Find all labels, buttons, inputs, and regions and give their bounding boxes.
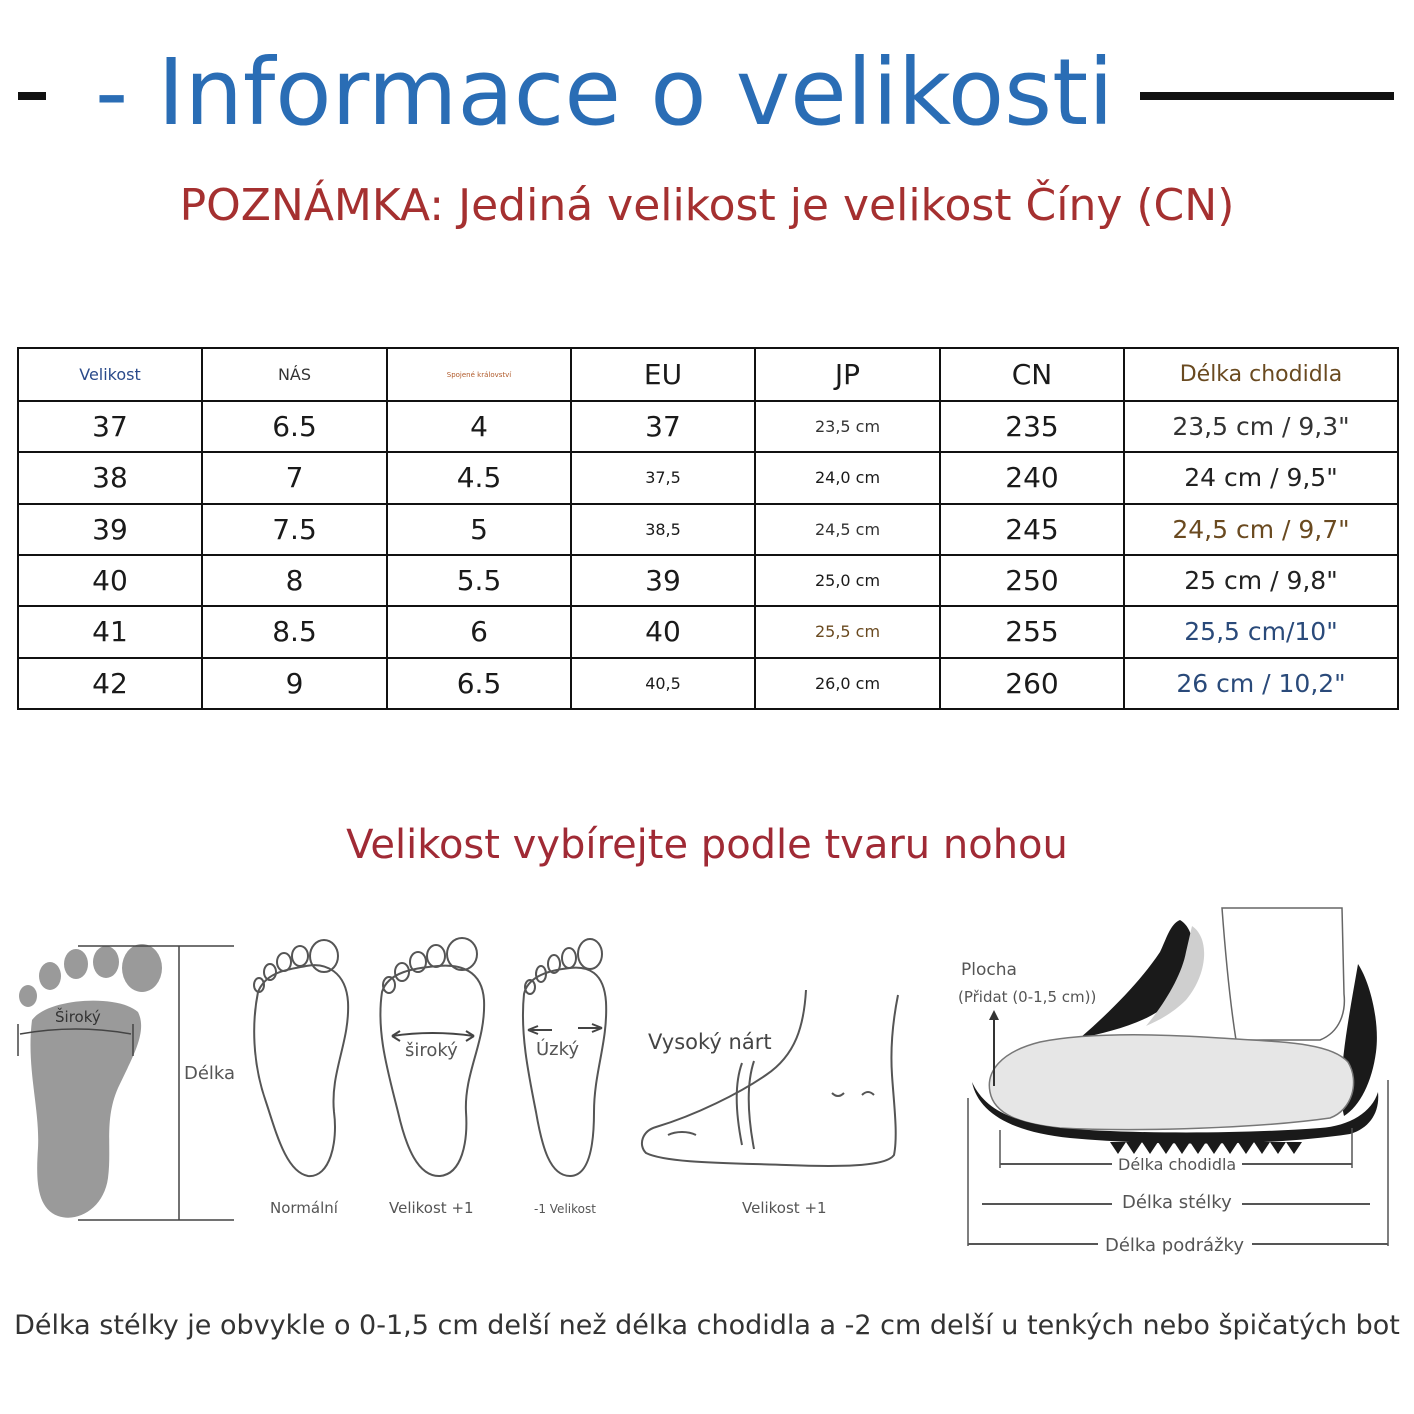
- cell-eu: 37,5: [571, 452, 755, 503]
- table-row: [18, 606, 1398, 657]
- cell-uk: 6: [387, 606, 571, 657]
- normal-foot-icon: [246, 932, 356, 1187]
- cell-foot-length: 25 cm / 9,8": [1124, 555, 1398, 606]
- cell-us: 6.5: [202, 401, 387, 452]
- table-row: [18, 658, 1398, 709]
- cell-jp: 23,5 cm: [755, 401, 940, 452]
- cell-size: 39: [18, 504, 202, 555]
- size-note: POZNÁMKA: Jediná velikost je velikost Číny (CN): [179, 180, 1235, 231]
- cell-foot-length: 23,5 cm / 9,3": [1124, 401, 1398, 452]
- label-foot-length: Délka chodidla: [1118, 1155, 1237, 1174]
- foot-shape-title: Velikost vybírejte podle tvaru nohou: [346, 822, 1068, 868]
- cell-foot-length: 24 cm / 9,5": [1124, 452, 1398, 503]
- insole-note: Délka stélky je obvykle o 0-1,5 cm delší než délka chodidla a -2 cm delší u tenkých nebo špičatých bot: [14, 1310, 1400, 1341]
- table-row: [18, 504, 1398, 555]
- table-row: [18, 401, 1398, 452]
- col-header-foot-length: Délka chodidla: [1124, 348, 1398, 401]
- cell-foot-length: 26 cm / 10,2": [1124, 658, 1398, 709]
- label-high-instep: Vysoký nárt: [648, 1030, 772, 1054]
- col-header-eu: EU: [571, 348, 755, 401]
- cell-us: 7.5: [202, 504, 387, 555]
- title-rule-right: [1140, 92, 1394, 100]
- label-insole-length: Délka stélky: [1122, 1192, 1232, 1213]
- table-row: [18, 452, 1398, 503]
- label-flat: Plocha: [961, 960, 1017, 980]
- title-dash-left: [18, 92, 46, 100]
- cell-cn: 235: [940, 401, 1124, 452]
- cell-foot-length: 25,5 cm/10": [1124, 606, 1398, 657]
- cell-cn: 250: [940, 555, 1124, 606]
- high-instep-foot-icon: [636, 985, 906, 1190]
- col-header-size: Velikost: [18, 348, 202, 401]
- cell-size: 42: [18, 658, 202, 709]
- col-header-uk: Spojené království: [387, 348, 571, 401]
- cell-size: 41: [18, 606, 202, 657]
- cell-eu: 39: [571, 555, 755, 606]
- col-header-cn: CN: [940, 348, 1124, 401]
- size-table: [17, 347, 1399, 710]
- label-size-minus: -1 Velikost: [534, 1202, 596, 1216]
- label-outsole-length: Délka podrážky: [1105, 1235, 1244, 1256]
- cell-jp: 24,5 cm: [755, 504, 940, 555]
- cell-foot-length: 24,5 cm / 9,7": [1124, 504, 1398, 555]
- cell-size: 38: [18, 452, 202, 503]
- cell-size: 40: [18, 555, 202, 606]
- table-header-row: [18, 348, 1398, 401]
- cell-size: 37: [18, 401, 202, 452]
- label-normal: Normální: [270, 1199, 338, 1217]
- cell-eu: 40: [571, 606, 755, 657]
- cell-cn: 255: [940, 606, 1124, 657]
- cell-us: 8: [202, 555, 387, 606]
- page-title: - Informace o velikosti: [95, 39, 1114, 146]
- cell-jp: 25,5 cm: [755, 606, 940, 657]
- label-add: (Přidat (0-1,5 cm)): [958, 988, 1097, 1006]
- label-wide-foot: široký: [405, 1040, 458, 1061]
- cell-us: 8.5: [202, 606, 387, 657]
- label-size-plus-2: Velikost +1: [742, 1199, 827, 1217]
- cell-uk: 5.5: [387, 555, 571, 606]
- cell-jp: 26,0 cm: [755, 658, 940, 709]
- cell-eu: 38,5: [571, 504, 755, 555]
- cell-cn: 240: [940, 452, 1124, 503]
- cell-uk: 6.5: [387, 658, 571, 709]
- cell-uk: 4: [387, 401, 571, 452]
- cell-jp: 25,0 cm: [755, 555, 940, 606]
- label-size-plus: Velikost +1: [389, 1199, 474, 1217]
- cell-uk: 4.5: [387, 452, 571, 503]
- cell-cn: 260: [940, 658, 1124, 709]
- cell-jp: 24,0 cm: [755, 452, 940, 503]
- cell-cn: 245: [940, 504, 1124, 555]
- label-length: Délka: [184, 1063, 236, 1084]
- label-wide: Široký: [55, 1008, 101, 1026]
- label-narrow: Úzký: [536, 1039, 580, 1060]
- cell-us: 9: [202, 658, 387, 709]
- col-header-jp: JP: [755, 348, 940, 401]
- cell-uk: 5: [387, 504, 571, 555]
- cell-eu: 40,5: [571, 658, 755, 709]
- cell-eu: 37: [571, 401, 755, 452]
- cell-us: 7: [202, 452, 387, 503]
- table-row: [18, 555, 1398, 606]
- col-header-us: NÁS: [202, 348, 387, 401]
